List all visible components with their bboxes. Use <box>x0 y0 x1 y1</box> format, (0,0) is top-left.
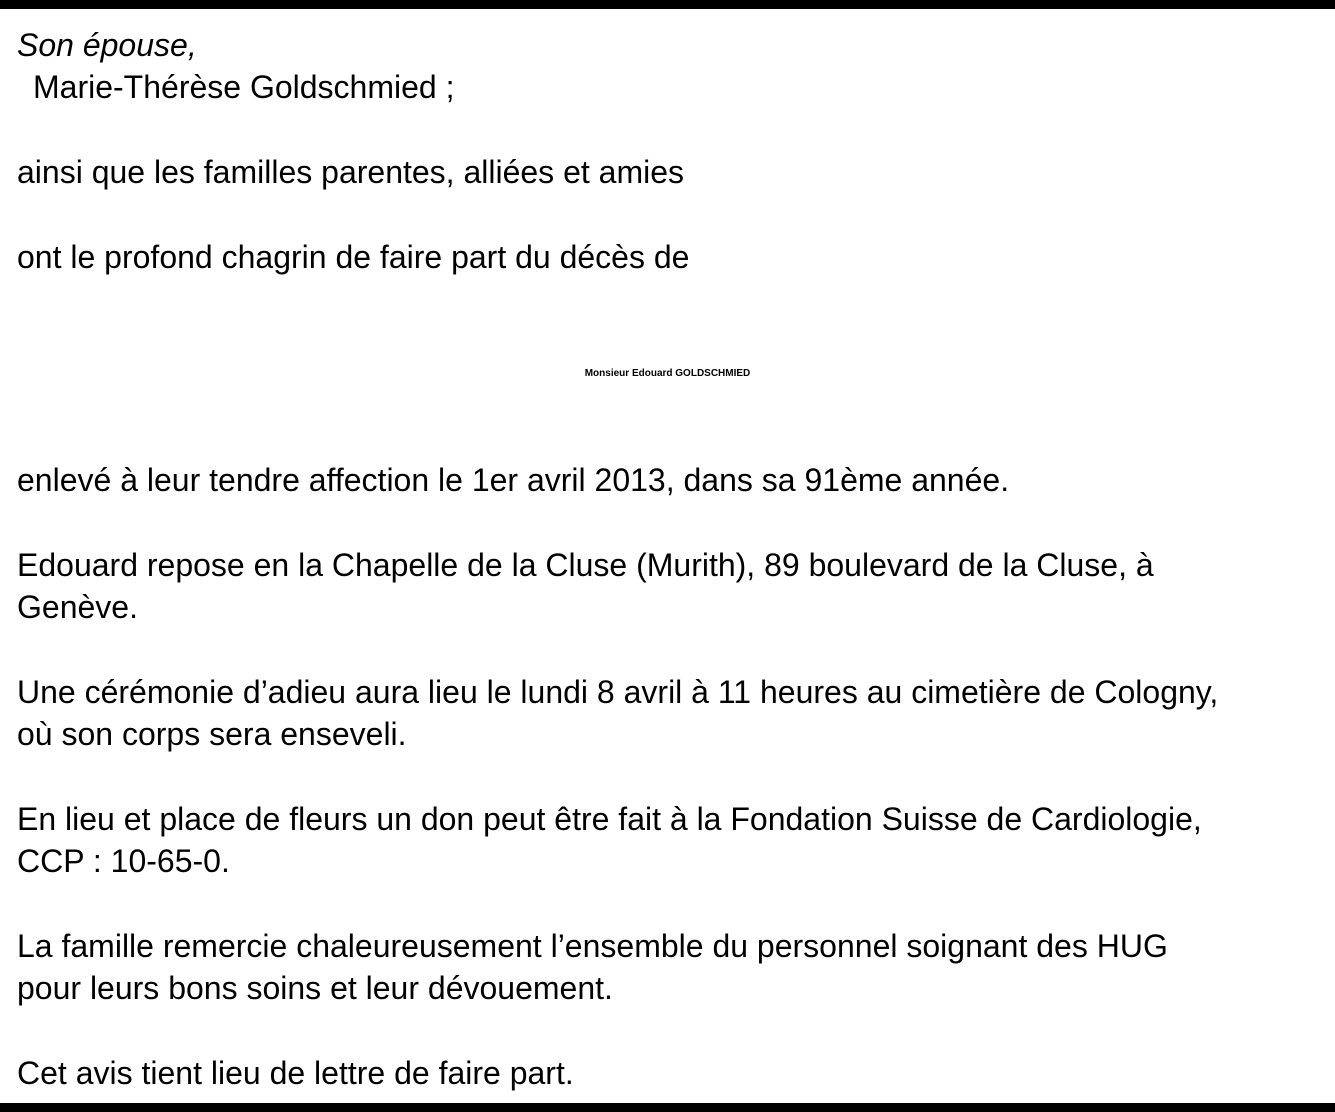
thanks-line-2: pour leurs bons soins et leur dévouement. <box>17 970 613 1006</box>
repose-line-2: Genève. <box>17 589 138 625</box>
donation-line-1: En lieu et place de fleurs un don peut être fait à la Fondation Suisse de Cardiologie, <box>17 801 1202 837</box>
closing-line: Cet avis tient lieu de lettre de faire part. <box>17 1055 574 1091</box>
announcement-line: ont le profond chagrin de faire part du décès de <box>17 239 690 275</box>
families-line: ainsi que les familles parentes, alliées et amies <box>17 154 684 190</box>
spouse-name: Marie-Thérèse Goldschmied ; <box>33 69 455 105</box>
top-border-rule <box>0 0 1335 9</box>
ceremony-line-1: Une cérémonie d’adieu aura lieu le lundi 8 avril à 11 heures au cimetière de Cologny, <box>17 674 1219 710</box>
spouse-label: Son épouse, <box>17 27 197 63</box>
deceased-name-heading: Monsieur Edouard GOLDSCHMIED <box>584 368 751 379</box>
repose-line-1: Edouard repose en la Chapelle de la Cluse (Murith), 89 boulevard de la Cluse, à <box>17 547 1154 583</box>
bottom-border-rule <box>0 1103 1335 1112</box>
death-line: enlevé à leur tendre affection le 1er avril 2013, dans sa 91ème année. <box>17 462 1010 498</box>
ceremony-line-2: où son corps sera enseveli. <box>17 716 407 752</box>
thanks-line-1: La famille remercie chaleureusement l’ensemble du personnel soignant des HUG <box>17 928 1168 964</box>
donation-line-2: CCP : 10-65-0. <box>17 843 230 879</box>
